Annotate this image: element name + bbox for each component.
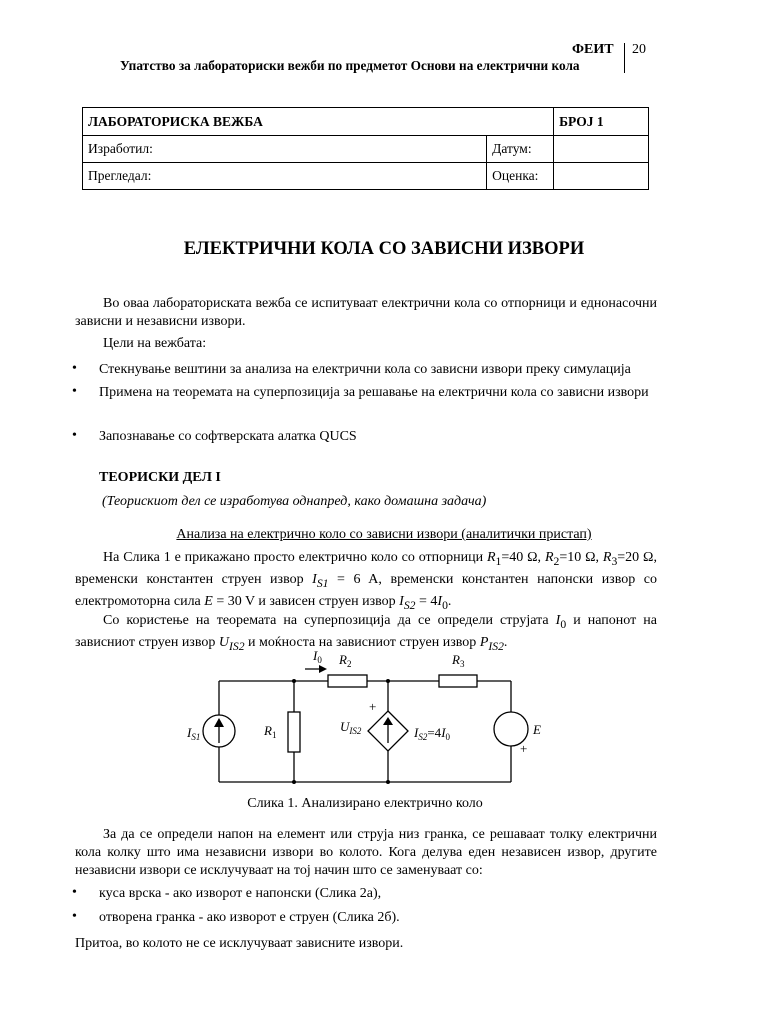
bullet-icon: •: [72, 384, 77, 399]
current-source-is1: [203, 715, 235, 747]
replace-item: отворена гранка - ако изворот е струен (Слика 2б).: [99, 910, 400, 925]
grade-value-cell: [554, 163, 649, 190]
arrow-head-icon: [319, 665, 327, 673]
label-plus-top: +: [369, 699, 377, 714]
label-i0: $I_0$: [313, 648, 322, 665]
dependent-current-source: [368, 711, 408, 751]
section-note: (Теорискиот дел се изработува однапред, како домашна задача): [102, 494, 487, 509]
resistor-r2: [328, 675, 367, 687]
goal-item: Примена на теоремата на суперпозиција за решавање на електрични кола со зависни извори: [99, 385, 649, 400]
arrow-head-icon: [214, 718, 224, 727]
final-note: Притоа, во колото не се исклучуваат зависните извори.: [75, 936, 404, 951]
voltage-source-e: [494, 712, 528, 746]
label-is2: $I_{S2}=4I_0$: [414, 725, 451, 742]
page-number: 20: [632, 42, 646, 57]
label-e: E: [533, 722, 541, 737]
method-paragraph: За да се определи напон на елемент или струја низ гранка, се решаваат толку електрични кола колку што има независни извори во колото. Кога делува еден независен извор, другите независни извори се исклучуваат на тој начин што се заменуваат со:: [75, 827, 657, 878]
goals-heading: Цели на вежбата:: [103, 336, 207, 351]
junction-dot: [292, 679, 296, 683]
label-is1: $I_{S1}$: [187, 725, 201, 742]
label-r3: $R_3$: [452, 652, 465, 669]
header-org: ФЕИТ: [572, 42, 614, 57]
arrow-head-icon: [383, 717, 393, 725]
bullet-icon: •: [72, 361, 77, 376]
intro-paragraph: Во оваа лабораториската вежба се испитуваат електрични кола со отпорници и еднонасочни зависни и независни извори.: [75, 296, 657, 329]
junction-dot: [386, 679, 390, 683]
date-value-cell: [554, 136, 649, 163]
problem-paragraph: На Слика 1 е прикажано просто електрично коло со отпорници $R_1=40$ Ω, $R_2=10$ Ω, $R_3=20$ Ω, временски константен струен извор $I_{S1} = 6$ A, временски константен напонски извор со електромоторна сила E = 30 V и зависен струен извор $I_{S2} = 4I_0$.: [75, 550, 658, 612]
resistor-r3: [439, 675, 477, 687]
replace-item: куса врска - ако изворот е напонски (Слика 2а),: [99, 886, 382, 901]
reviewed-cell: Прегледал:: [83, 163, 487, 190]
date-label-cell: Датум:: [487, 136, 554, 163]
lab-info-table: [82, 107, 649, 190]
made-by-cell: Изработил:: [83, 136, 487, 163]
goal-item: Стекнување вештини за анализа на електрични кола со зависни извори преку симулација: [99, 362, 631, 377]
subsection-title: Анализа на електрично коло со зависни извори (аналитички пристап): [176, 527, 592, 542]
grade-label-cell: Оценка:: [487, 163, 554, 190]
task-paragraph: Со користење на теоремата на суперпозиција да се определи струјата $I_0$ и напонот на зависниот струен извор $U_{IS2}$ и моќноста на зависниот струен извор $P_{IS2}$.: [75, 613, 657, 653]
figure-caption: Слика 1. Анализирано електрично коло: [247, 796, 483, 811]
junction-dot: [386, 780, 390, 784]
lab-number-cell: БРОЈ 1: [554, 108, 649, 136]
resistor-r1: [288, 712, 300, 752]
bullet-icon: •: [72, 909, 77, 924]
junction-dot: [292, 780, 296, 784]
header-divider: [624, 43, 625, 73]
page-title: ЕЛЕКТРИЧНИ КОЛА СО ЗАВИСНИ ИЗВОРИ: [183, 239, 585, 259]
header-subtitle: Упатство за лабораториски вежби по предметот Основи на електрични кола: [120, 58, 580, 73]
label-r2: $R_2$: [339, 652, 352, 669]
label-uis2: $U_{IS2}$: [340, 719, 362, 736]
bullet-icon: •: [72, 428, 77, 443]
label-plus-bottom: +: [520, 741, 528, 756]
section-title: ТЕОРИСКИ ДЕЛ I: [99, 470, 221, 485]
label-r1: $R_1$: [264, 723, 277, 740]
goal-item: Запознавање со софтверската алатка QUCS: [99, 429, 357, 444]
lab-title-cell: ЛАБОРАТОРИСКА ВЕЖБА: [83, 108, 554, 136]
bullet-icon: •: [72, 885, 77, 900]
